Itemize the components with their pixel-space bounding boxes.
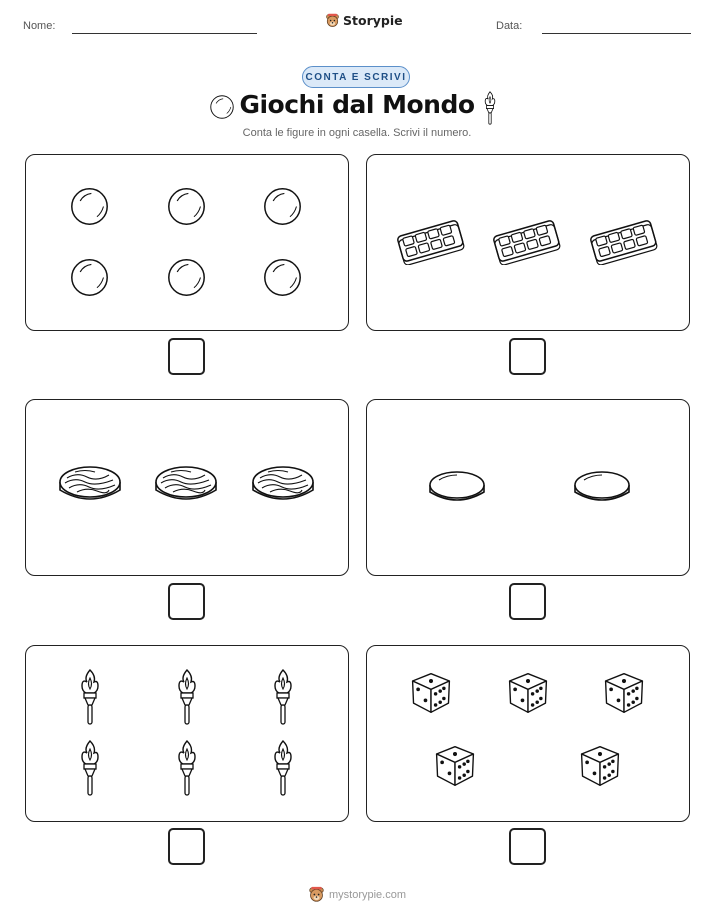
wooden-disc-icon [57, 462, 123, 506]
count-panel-marbles [25, 154, 349, 331]
bear-logo-icon [308, 886, 325, 903]
instructions: Conta le figure in ogni casella. Scrivi il numero. [242, 127, 472, 139]
torch-icon [268, 667, 298, 727]
worksheet-badge: CONTA E SCRIVI [302, 66, 410, 88]
name-label: Nome: [23, 20, 56, 32]
page-title: Giochi dal Mondo [239, 90, 475, 119]
die-icon [601, 670, 647, 716]
marble-icon [166, 186, 207, 227]
torch-icon [172, 738, 202, 798]
count-panel-checkers [366, 399, 690, 576]
date-label: Data: [496, 20, 523, 32]
brand-name: Storypie [343, 13, 403, 28]
marble-icon [262, 257, 303, 298]
die-icon [577, 743, 623, 789]
answer-box-discs[interactable] [168, 583, 205, 620]
marble-icon [69, 186, 110, 227]
torch-icon [75, 738, 105, 798]
footer-url: mystorypie.com [329, 888, 407, 901]
mancala-board-icon [588, 215, 658, 265]
answer-box-torches[interactable] [168, 828, 205, 865]
torch-icon [172, 667, 202, 727]
answer-box-boards[interactable] [509, 338, 546, 375]
checker-piece-icon [427, 468, 487, 508]
torch-icon [75, 667, 105, 727]
marble-icon [262, 186, 303, 227]
mancala-board-icon [395, 215, 465, 265]
footer [308, 886, 406, 903]
bear-logo-icon [325, 13, 340, 28]
date-line[interactable] [542, 33, 691, 34]
marble-icon [166, 257, 207, 298]
torch-icon [268, 738, 298, 798]
marble-icon [69, 257, 110, 298]
die-icon [432, 743, 478, 789]
checker-piece-icon [572, 468, 632, 508]
die-icon [408, 670, 454, 716]
wooden-disc-icon [153, 462, 219, 506]
mancala-board-icon [491, 215, 561, 265]
torch-icon [480, 90, 500, 126]
name-line[interactable] [72, 33, 257, 34]
wooden-disc-icon [250, 462, 316, 506]
die-icon [505, 670, 551, 716]
brand-logo [325, 13, 403, 28]
answer-box-checkers[interactable] [509, 583, 546, 620]
answer-box-dice[interactable] [509, 828, 546, 865]
answer-box-marbles[interactable] [168, 338, 205, 375]
